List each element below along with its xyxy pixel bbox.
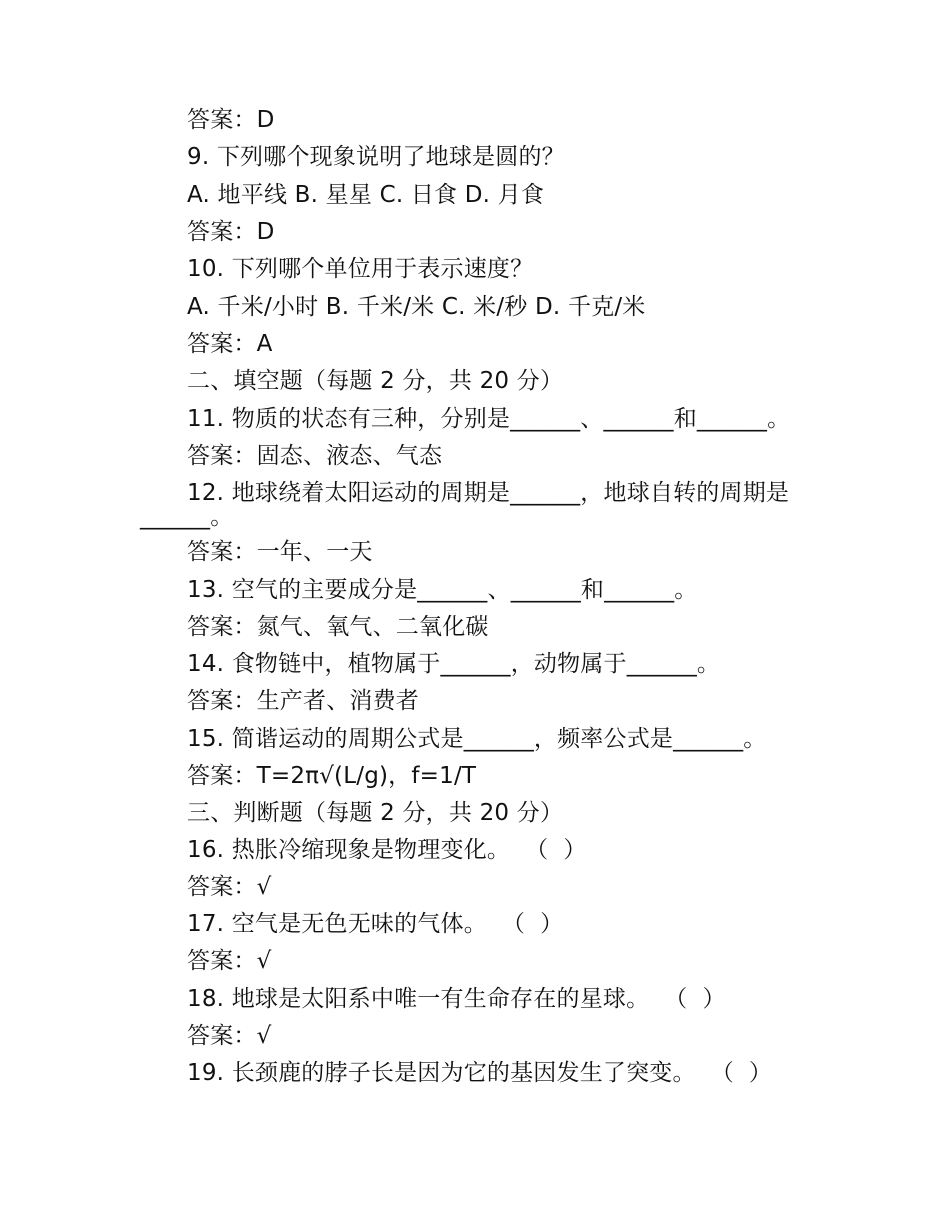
answer-13: 答案：氮气、氧气、二氧化碳 <box>187 614 489 640</box>
answer-18: 答案：√ <box>187 1023 272 1049</box>
section-heading-fill-in: 二、填空题（每题 2 分，共 20 分） <box>187 368 564 394</box>
question-11: 11. 物质的状态有三种，分别是______、______和______。 <box>187 406 791 432</box>
question-17: 17. 空气是无色无味的气体。 （ ） <box>187 911 564 937</box>
answer-11: 答案：固态、液态、气态 <box>187 443 443 469</box>
question-14: 14. 食物链中，植物属于______，动物属于______。 <box>187 651 721 677</box>
question-16: 16. 热胀冷缩现象是物理变化。 （ ） <box>187 837 587 863</box>
answer-10: 答案：A <box>187 331 273 357</box>
answer-17: 答案：√ <box>187 948 272 974</box>
question-15: 15. 简谐运动的周期公式是______，频率公式是______。 <box>187 726 767 752</box>
answer-9: 答案：D <box>187 219 275 245</box>
answer-14: 答案：生产者、消费者 <box>187 688 419 714</box>
answer-15: 答案：T=2π√(L/g)，f=1/T <box>187 763 477 789</box>
answer-16: 答案：√ <box>187 874 272 900</box>
question-19: 19. 长颈鹿的脖子长是因为它的基因发生了突变。 （ ） <box>187 1060 773 1086</box>
section-heading-true-false: 三、判断题（每题 2 分，共 20 分） <box>187 800 564 826</box>
question-13: 13. 空气的主要成分是______、______和______。 <box>187 577 698 603</box>
answer-8: 答案：D <box>187 107 275 133</box>
question-10: 10. 下列哪个单位用于表示速度？ <box>187 256 534 282</box>
question-9-options: A. 地平线 B. 星星 C. 日食 D. 月食 <box>187 182 545 208</box>
answer-12: 答案：一年、一天 <box>187 539 373 565</box>
question-10-options: A. 千米/小时 B. 千米/米 C. 米/秒 D. 千克/米 <box>187 294 646 320</box>
question-18: 18. 地球是太阳系中唯一有生命存在的星球。 （ ） <box>187 986 726 1012</box>
question-9: 9. 下列哪个现象说明了地球是圆的？ <box>187 144 565 170</box>
question-12: 12. 地球绕着太阳运动的周期是______，地球自转的周期是______。 <box>140 480 790 530</box>
